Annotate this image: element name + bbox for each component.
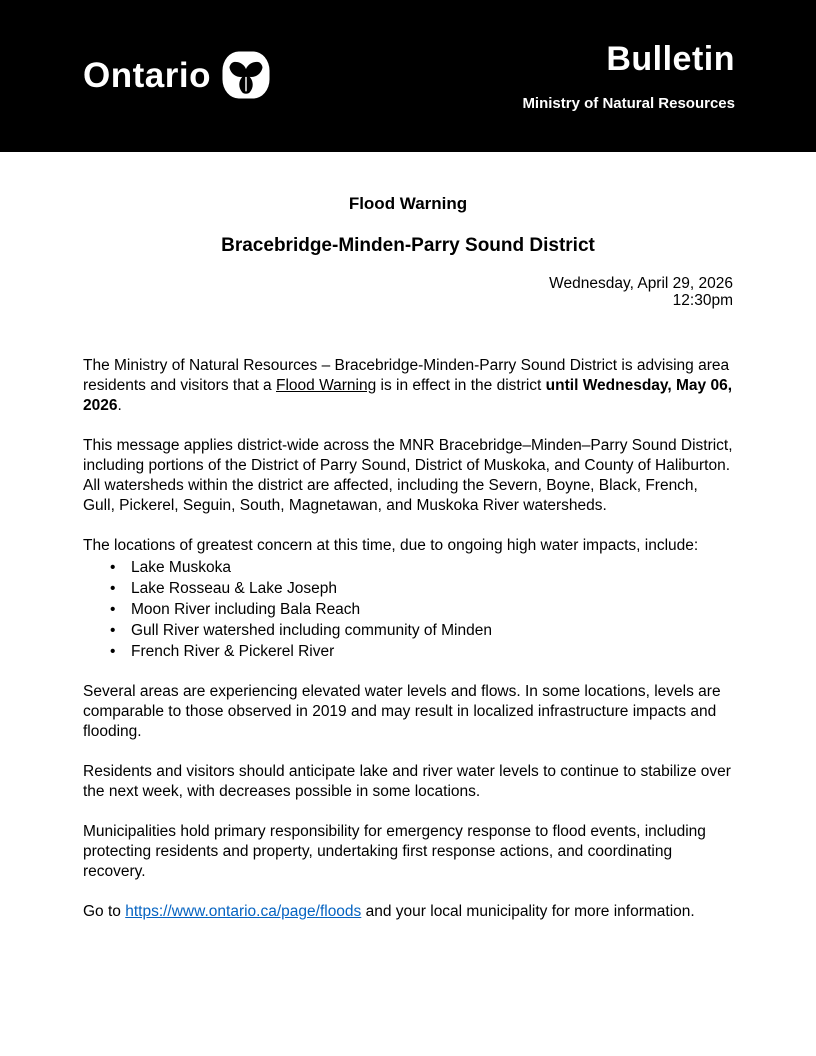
trillium-icon: [222, 51, 270, 99]
list-item: • Gull River watershed including community of Minden: [131, 620, 733, 641]
concern-locations-list: [83, 557, 733, 662]
floods-link[interactable]: https://www.ontario.ca/page/floods: [125, 903, 362, 920]
paragraph-warning-mid: is in effect in the district: [376, 377, 546, 394]
masthead-subtitle: Ministry of Natural Resources: [522, 94, 735, 112]
paragraph-levels: Several areas are experiencing elevated water levels and flows. In some locations, levels are comparable to those observed in 2019 and may result in localized infrastructure impacts and flooding.: [83, 683, 721, 740]
list-item: • French River & Pickerel River: [131, 641, 733, 662]
paragraph-warning-lead: The Ministry of Natural Resources – Bracebridge-Minden-Parry Sound District is advising area residents and visitors that a: [83, 357, 730, 394]
masthead-title: Bulletin: [606, 40, 735, 78]
list-item: • Moon River including Bala Reach: [131, 599, 733, 620]
list-item: • Lake Muskoka: [131, 557, 733, 578]
page-subtitle: Bracebridge-Minden-Parry Sound District: [221, 235, 595, 256]
page-title: Flood Warning: [348, 194, 468, 213]
paragraph-scope: This message applies district-wide across the MNR Bracebridge–Minden–Parry Sound District, including portions of the District of Parry Sound, District of Muskoka, and County of Haliburton. All watersheds within the district are affected, including the Severn, Boyne, Black, French, Gull, Pickerel, Seguin, South, Magnetawan, and Muskoka River watersheds.: [83, 437, 733, 514]
ontario-logo-text: Ontario: [83, 55, 211, 95]
paragraph-warning-end: .: [117, 397, 122, 414]
masthead: [522, 42, 735, 112]
more-info-lead: Go to: [83, 903, 126, 920]
paragraph-municipalities: Municipalities hold primary responsibility for emergency response to flood events, including protecting residents and property, undertaking first response actions, and coordinating recovery.: [83, 823, 706, 880]
more-info-end: and your local municipality for more information.: [361, 903, 695, 920]
document-body: [0, 152, 816, 922]
paragraph-outlook: Residents and visitors should anticipate lake and river water levels to continue to stabilize over the next week, with decreases possible in some locations.: [83, 763, 731, 800]
list-intro: The locations of greatest concern at this time, due to ongoing high water impacts, include:: [83, 537, 699, 554]
ontario-logo: [83, 51, 270, 99]
list-item: • Lake Rosseau & Lake Joseph: [131, 578, 733, 599]
warning-deadline: until Wednesday, May 06, 2026: [83, 377, 733, 414]
paragraph-warning: [83, 356, 733, 416]
dateline-date: Wednesday, April 29, 2026: [549, 275, 733, 292]
flood-warning-term: Flood Warning: [276, 377, 377, 394]
dateline-time: 12:30pm: [672, 292, 733, 309]
banner: [0, 0, 816, 152]
dateline: [83, 275, 733, 309]
paragraph-more-info: [83, 902, 733, 922]
